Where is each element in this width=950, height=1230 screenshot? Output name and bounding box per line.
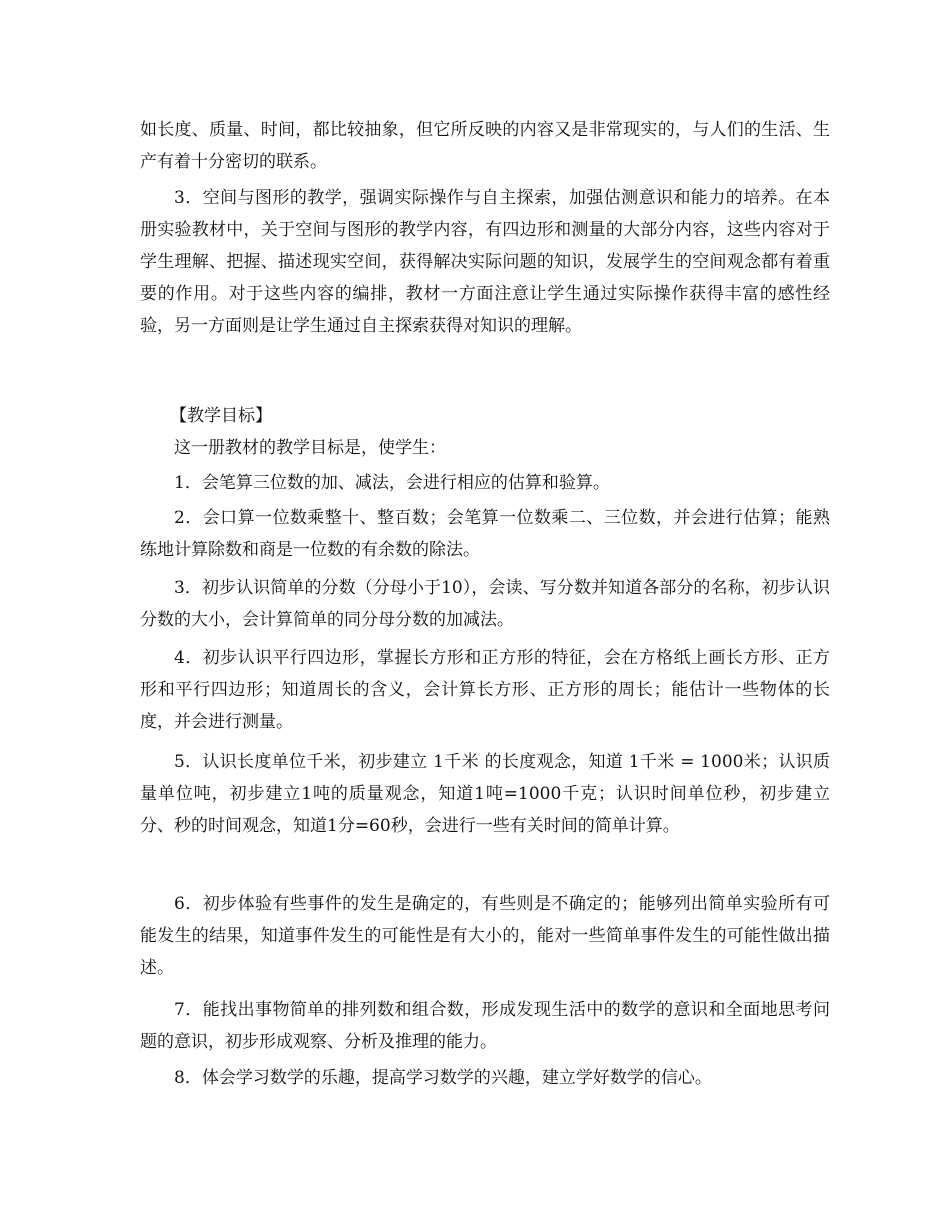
section-heading-teaching-goals: 【教学目标】	[170, 406, 272, 426]
goal-item-1: 1．会笔算三位数的加、减法，会进行相应的估算和验算。	[174, 473, 610, 493]
goal-item-3: 3．初步认识简单的分数（分母小于10），会读、写分数并知道各部分的名称，初步认识分数的大小，会计算简单的同分母分数的加减法。	[140, 578, 830, 630]
goal-item-5: 5．认识长度单位千米，初步建立 1千米 的长度观念，知道 1千米 = 1000米；认识质量单位吨，初步建立1吨的质量观念，知道1吨=1000千克；认识时间单位秒，初步建立分、秒的时间观念，知道1分=60秒，会进行一些有关时间的简单计算。	[140, 752, 830, 836]
paragraph-intro-continued: 如长度、质量、时间，都比较抽象，但它所反映的内容又是非常现实的，与人们的生活、生产有着十分密切的联系。	[140, 120, 830, 172]
goal-item-8: 8．体会学习数学的乐趣，提高学习数学的兴趣，建立学好数学的信心。	[174, 1068, 712, 1088]
paragraph-space-and-shape: 3．空间与图形的教学，强调实际操作与自主探索，加强估测意识和能力的培养。在本册实验教材中，关于空间与图形的教学内容，有四边形和测量的大部分内容，这些内容对于学生理解、把握、描述现实空间，获得解决实际问题的知识，发展学生的空间观念都有着重要的作用。对于这些内容的编排，教材一方面注意让学生通过实际操作获得丰富的感性经验，另一方面则是让学生通过自主探索获得对知识的理解。	[140, 188, 830, 336]
paragraph-goals-intro: 这一册教材的教学目标是，使学生：	[174, 438, 446, 458]
goal-item-2: 2．会口算一位数乘整十、整百数；会笔算一位数乘二、三位数，并会进行估算；能熟练地计算除数和商是一位数的有余数的除法。	[140, 508, 830, 560]
goal-item-7: 7．能找出事物简单的排列数和组合数，形成发现生活中的数学的意识和全面地思考问题的意识，初步形成观察、分析及推理的能力。	[140, 1000, 830, 1052]
goal-item-4: 4．初步认识平行四边形，掌握长方形和正方形的特征，会在方格纸上画长方形、正方形和平行四边形；知道周长的含义，会计算长方形、正方形的周长；能估计一些物体的长度，并会进行测量。	[140, 648, 830, 732]
goal-item-6: 6．初步体验有些事件的发生是确定的，有些则是不确定的；能够列出简单实验所有可能发生的结果，知道事件发生的可能性是有大小的，能对一些简单事件发生的可能性做出描述。	[140, 894, 830, 978]
